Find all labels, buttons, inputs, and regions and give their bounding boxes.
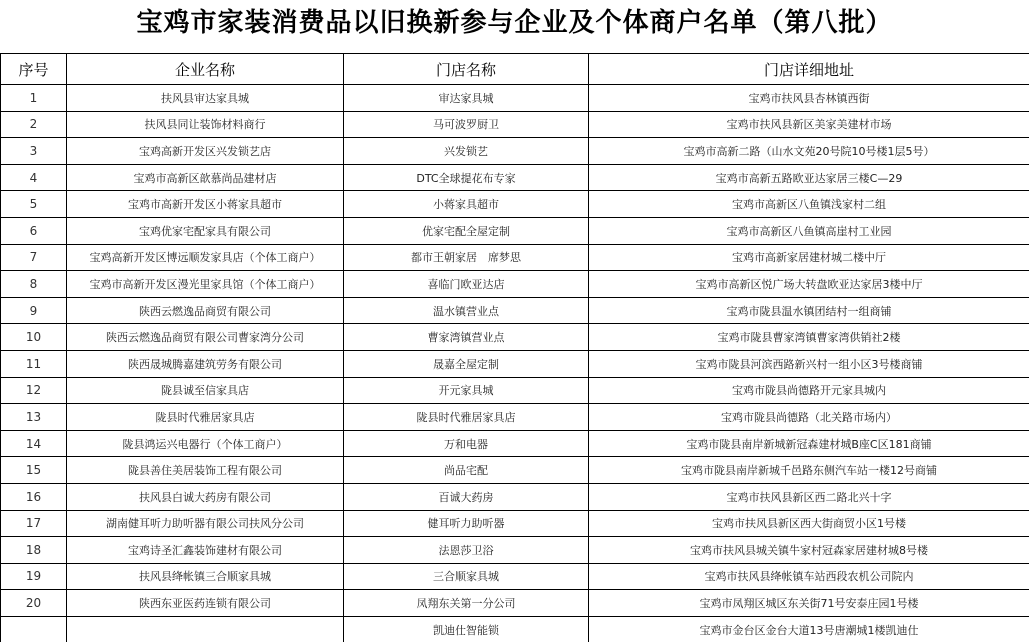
company-name-cell: 陕西东亚医药连锁有限公司 [67, 590, 344, 617]
company-name-cell: 宝鸡高新开发区兴发锁艺店 [67, 138, 344, 165]
store-address-cell: 宝鸡市高新区八鱼镇高崖村工业园 [589, 217, 1029, 244]
serial-number-cell: 17 [1, 510, 67, 537]
merchant-table [0, 53, 1029, 642]
store-address-cell: 宝鸡市陇县温水镇团结村一组商铺 [589, 297, 1029, 324]
table-row [1, 297, 1029, 324]
store-name-cell: DTC全球提花布专家 [344, 164, 589, 191]
serial-number-cell: 14 [1, 430, 67, 457]
store-address-cell: 宝鸡市扶风县杏林镇西街 [589, 85, 1029, 112]
store-address-cell: 宝鸡市陇县河滨西路新兴村一组小区3号楼商铺 [589, 350, 1029, 377]
company-name-cell: 陕西云燃逸品商贸有限公司 [67, 297, 344, 324]
store-name-cell: 凤翔东关第一分公司 [344, 590, 589, 617]
company-name-cell: 宝鸡市高新开发区漫光里家具馆（个体工商户） [67, 271, 344, 298]
header-store-name: 门店名称 [344, 54, 589, 85]
table-row [1, 563, 1029, 590]
serial-number-cell: 10 [1, 324, 67, 351]
store-name-cell: 法恩莎卫浴 [344, 537, 589, 564]
store-name-cell: 温水镇营业点 [344, 297, 589, 324]
table-body [1, 85, 1029, 642]
store-name-cell: 马可波罗厨卫 [344, 111, 589, 138]
serial-number-cell: 11 [1, 350, 67, 377]
store-name-cell: 百诚大药房 [344, 483, 589, 510]
serial-number-cell: 4 [1, 164, 67, 191]
store-address-cell: 宝鸡市扶风县城关镇牛家村冠森家居建材城8号楼 [589, 537, 1029, 564]
company-name-cell: 宝鸡高新开发区博远顺发家具店（个体工商户） [67, 244, 344, 271]
serial-number-cell: 8 [1, 271, 67, 298]
store-name-cell: 小蒋家具超市 [344, 191, 589, 218]
table-header-row [1, 54, 1029, 85]
store-address-cell: 宝鸡市高新区八鱼镇浅家村二组 [589, 191, 1029, 218]
company-name-cell: 扶风县绛帐镇三合顺家具城 [67, 563, 344, 590]
company-name-cell: 宝鸡诗圣汇鑫装饰建材有限公司 [67, 537, 344, 564]
table-row [1, 404, 1029, 431]
table-row [1, 377, 1029, 404]
store-name-cell: 开元家具城 [344, 377, 589, 404]
serial-number-cell: 1 [1, 85, 67, 112]
table-row [1, 244, 1029, 271]
table-row [1, 111, 1029, 138]
table-row [1, 324, 1029, 351]
serial-number-cell: 9 [1, 297, 67, 324]
store-name-cell: 兴发锁艺 [344, 138, 589, 165]
company-name-cell [67, 616, 344, 642]
company-name-cell: 宝鸡市高新开发区小蒋家具超市 [67, 191, 344, 218]
company-name-cell: 陇县时代雅居家具店 [67, 404, 344, 431]
store-address-cell: 宝鸡市陇县曹家湾镇曹家湾供销社2楼 [589, 324, 1029, 351]
serial-number-cell [1, 616, 67, 642]
table-row [1, 483, 1029, 510]
store-name-cell: 三合顺家具城 [344, 563, 589, 590]
store-address-cell: 宝鸡市扶风县新区西二路北兴十字 [589, 483, 1029, 510]
company-name-cell: 宝鸡市高新区歆慕尚品建材店 [67, 164, 344, 191]
store-name-cell: 晟嘉全屋定制 [344, 350, 589, 377]
serial-number-cell: 7 [1, 244, 67, 271]
company-name-cell: 陇县鸿运兴电器行（个体工商户） [67, 430, 344, 457]
table-row [1, 164, 1029, 191]
table-row [1, 430, 1029, 457]
table-row [1, 217, 1029, 244]
store-address-cell: 宝鸡市扶风县绛帐镇车站西段农机公司院内 [589, 563, 1029, 590]
company-name-cell: 湖南健耳听力助听器有限公司扶风分公司 [67, 510, 344, 537]
store-name-cell: 陇县时代雅居家具店 [344, 404, 589, 431]
store-address-cell: 宝鸡市高新二路（山水文苑20号院10号楼1层5号） [589, 138, 1029, 165]
table-row [1, 271, 1029, 298]
serial-number-cell: 6 [1, 217, 67, 244]
serial-number-cell: 18 [1, 537, 67, 564]
company-name-cell: 扶风县审达家具城 [67, 85, 344, 112]
company-name-cell: 陕西晟城腾嘉建筑劳务有限公司 [67, 350, 344, 377]
store-name-cell: 曹家湾镇营业点 [344, 324, 589, 351]
serial-number-cell: 20 [1, 590, 67, 617]
serial-number-cell: 19 [1, 563, 67, 590]
store-address-cell: 宝鸡市高新家居建材城二楼中厅 [589, 244, 1029, 271]
table-row [1, 138, 1029, 165]
store-address-cell: 宝鸡市扶风县新区美家美建材市场 [589, 111, 1029, 138]
company-name-cell: 扶风县白诚大药房有限公司 [67, 483, 344, 510]
store-address-cell: 宝鸡市扶风县新区西大街商贸小区1号楼 [589, 510, 1029, 537]
store-address-cell: 宝鸡市高新区悦广场大转盘欧亚达家居3楼中厅 [589, 271, 1029, 298]
serial-number-cell: 2 [1, 111, 67, 138]
store-name-cell: 审达家具城 [344, 85, 589, 112]
serial-number-cell: 16 [1, 483, 67, 510]
store-address-cell: 宝鸡市陇县南岸新城千邑路东侧汽车站一楼12号商铺 [589, 457, 1029, 484]
store-address-cell: 宝鸡市陇县南岸新城新冠森建材城B座C区181商铺 [589, 430, 1029, 457]
company-name-cell: 陕西云燃逸品商贸有限公司曹家湾分公司 [67, 324, 344, 351]
header-serial-number: 序号 [1, 54, 67, 85]
store-name-cell: 健耳听力助听器 [344, 510, 589, 537]
store-name-cell: 尚品宅配 [344, 457, 589, 484]
serial-number-cell: 15 [1, 457, 67, 484]
store-name-cell: 万和电器 [344, 430, 589, 457]
store-name-cell: 优家宅配全屋定制 [344, 217, 589, 244]
store-address-cell: 宝鸡市陇县尚德路开元家具城内 [589, 377, 1029, 404]
header-company-name: 企业名称 [67, 54, 344, 85]
store-name-cell: 喜临门欧亚达店 [344, 271, 589, 298]
company-name-cell: 扶风县同让装饰材料商行 [67, 111, 344, 138]
serial-number-cell: 5 [1, 191, 67, 218]
company-name-cell: 陇县善住美居装饰工程有限公司 [67, 457, 344, 484]
table-row [1, 350, 1029, 377]
store-name-cell: 都市王朝家居 席梦思 [344, 244, 589, 271]
company-name-cell: 陇县诚至信家具店 [67, 377, 344, 404]
store-address-cell: 宝鸡市凤翔区城区东关街71号安泰庄园1号楼 [589, 590, 1029, 617]
serial-number-cell: 3 [1, 138, 67, 165]
table-row [1, 457, 1029, 484]
document-title: 宝鸡市家装消费品以旧换新参与企业及个体商户名单（第八批） [136, 8, 893, 38]
store-address-cell: 宝鸡市高新五路欧亚达家居三楼C—29 [589, 164, 1029, 191]
store-address-cell: 宝鸡市金台区金台大道13号唐潮城1楼凯迪仕 [589, 616, 1029, 642]
header-store-address: 门店详细地址 [589, 54, 1029, 85]
table-row [1, 590, 1029, 617]
serial-number-cell: 13 [1, 404, 67, 431]
table-row [1, 85, 1029, 112]
store-name-cell: 凯迪仕智能锁 [344, 616, 589, 642]
table-row [1, 537, 1029, 564]
table-row [1, 510, 1029, 537]
company-name-cell: 宝鸡优家宅配家具有限公司 [67, 217, 344, 244]
table-row [1, 191, 1029, 218]
serial-number-cell: 12 [1, 377, 67, 404]
table-row [1, 616, 1029, 642]
store-address-cell: 宝鸡市陇县尚德路（北关路市场内） [589, 404, 1029, 431]
